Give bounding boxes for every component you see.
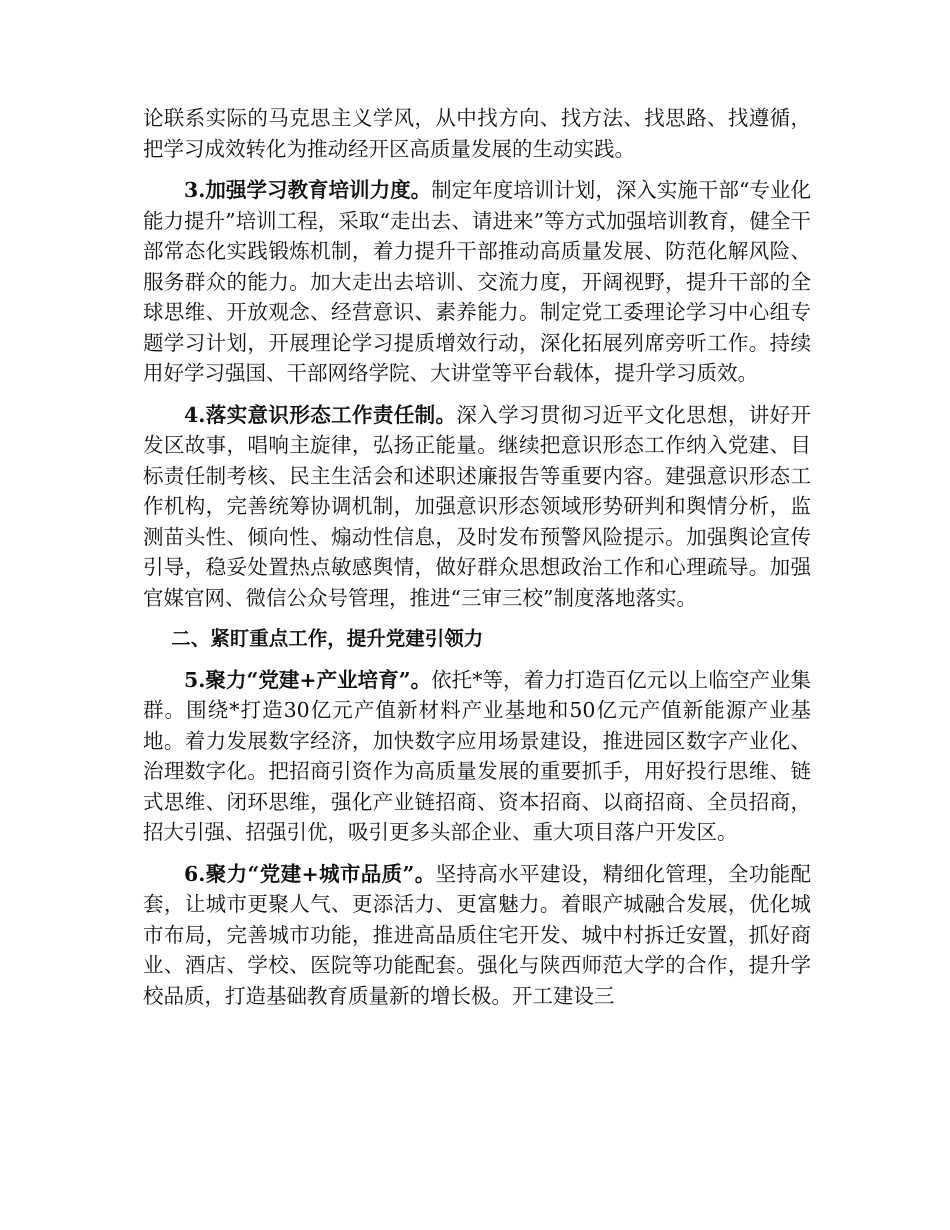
paragraph-lead: 5.聚力“党建+产业培育”。 [184, 667, 432, 692]
paragraph-text: 制定年度培训计划，深入实施干部“专业化能力提升”培训工程，采取“走出去、请进来”等方式加强培训教育，健全干部常态化实践锻炼机制，着力提升干部推动高质量发展、防范化解风险、服务群众的能力。加大走出去培训、交流力度，开阔视野，提升干部的全球思维、开放观念、经营意识、素养能力。制定党工委理论学习中心组专题学习计划，开展理论学习提质增效行动，深化拓展列席旁听工作。持续用好学习强国、干部网络学院、大讲堂等平台载体，提升学习质效。 [143, 178, 812, 385]
paragraph-lead: 4.落实意识形态工作责任制。 [184, 402, 457, 427]
paragraph-6 [143, 859, 811, 1012]
paragraph-3 [143, 175, 811, 389]
paragraph-4 [143, 400, 811, 614]
paragraph-lead: 6.聚力“党建+城市品质”。 [184, 861, 436, 886]
document-page [143, 103, 811, 1022]
paragraph-5 [143, 665, 811, 848]
paragraph-text: 论联系实际的马克思主义学风，从中找方向、找方法、找思路、找遵循，把学习成效转化为推动经开区高质量发展的生动实践。 [143, 106, 811, 161]
paragraph-lead: 3.加强学习教育培训力度。 [184, 178, 432, 202]
paragraph-text: 依托*等，着力打造百亿元以上临空产业集群。围绕*打造30亿元产值新材料产业基地和50亿元产值新能源产业基地。着力发展数字经济，加快数字应用场景建设，推进园区数字产业化、治理数字化。把招商引资作为高质量发展的重要抓手，用好投行思维、链式思维、闭环思维，强化产业链招商、资本招商、以商招商、全员招商，招大引强、招强引优，吸引更多头部企业、重大项目落户开发区。 [143, 667, 811, 844]
paragraph-text: 坚持高水平建设，精细化管理，全功能配套，让城市更聚人气、更添活力、更富魅力。着眼产城融合发展，优化城市布局，完善城市功能，推进高品质住宅开发、城中村拆迁安置，抓好商业、酒店、学校、医院等功能配套。强化与陕西师范大学的合作，提升学校品质，打造基础教育质量新的增长极。开工建设三 [143, 861, 811, 1008]
paragraph-text: 深入学习贯彻习近平文化思想，讲好开发区故事，唱响主旋律，弘扬正能量。继续把意识形态工作纳入党建、目标责任制考核、民主生活会和述职述廉报告等重要内容。建强意识形态工作机构，完善统筹协调机制，加强意识形态领域形势研判和舆情分析，监测苗头性、倾向性、煽动性信息，及时发布预警风险提示。加强舆论宣传引导，稳妥处置热点敏感舆情，做好群众思想政治工作和心理疏导。加强官媒官网、微信公众号管理，推进“三审三校”制度落地落实。 [143, 402, 811, 610]
paragraph-continued [143, 103, 811, 164]
section-heading: 二、紧盯重点工作，提升党建引领力 [171, 627, 484, 650]
